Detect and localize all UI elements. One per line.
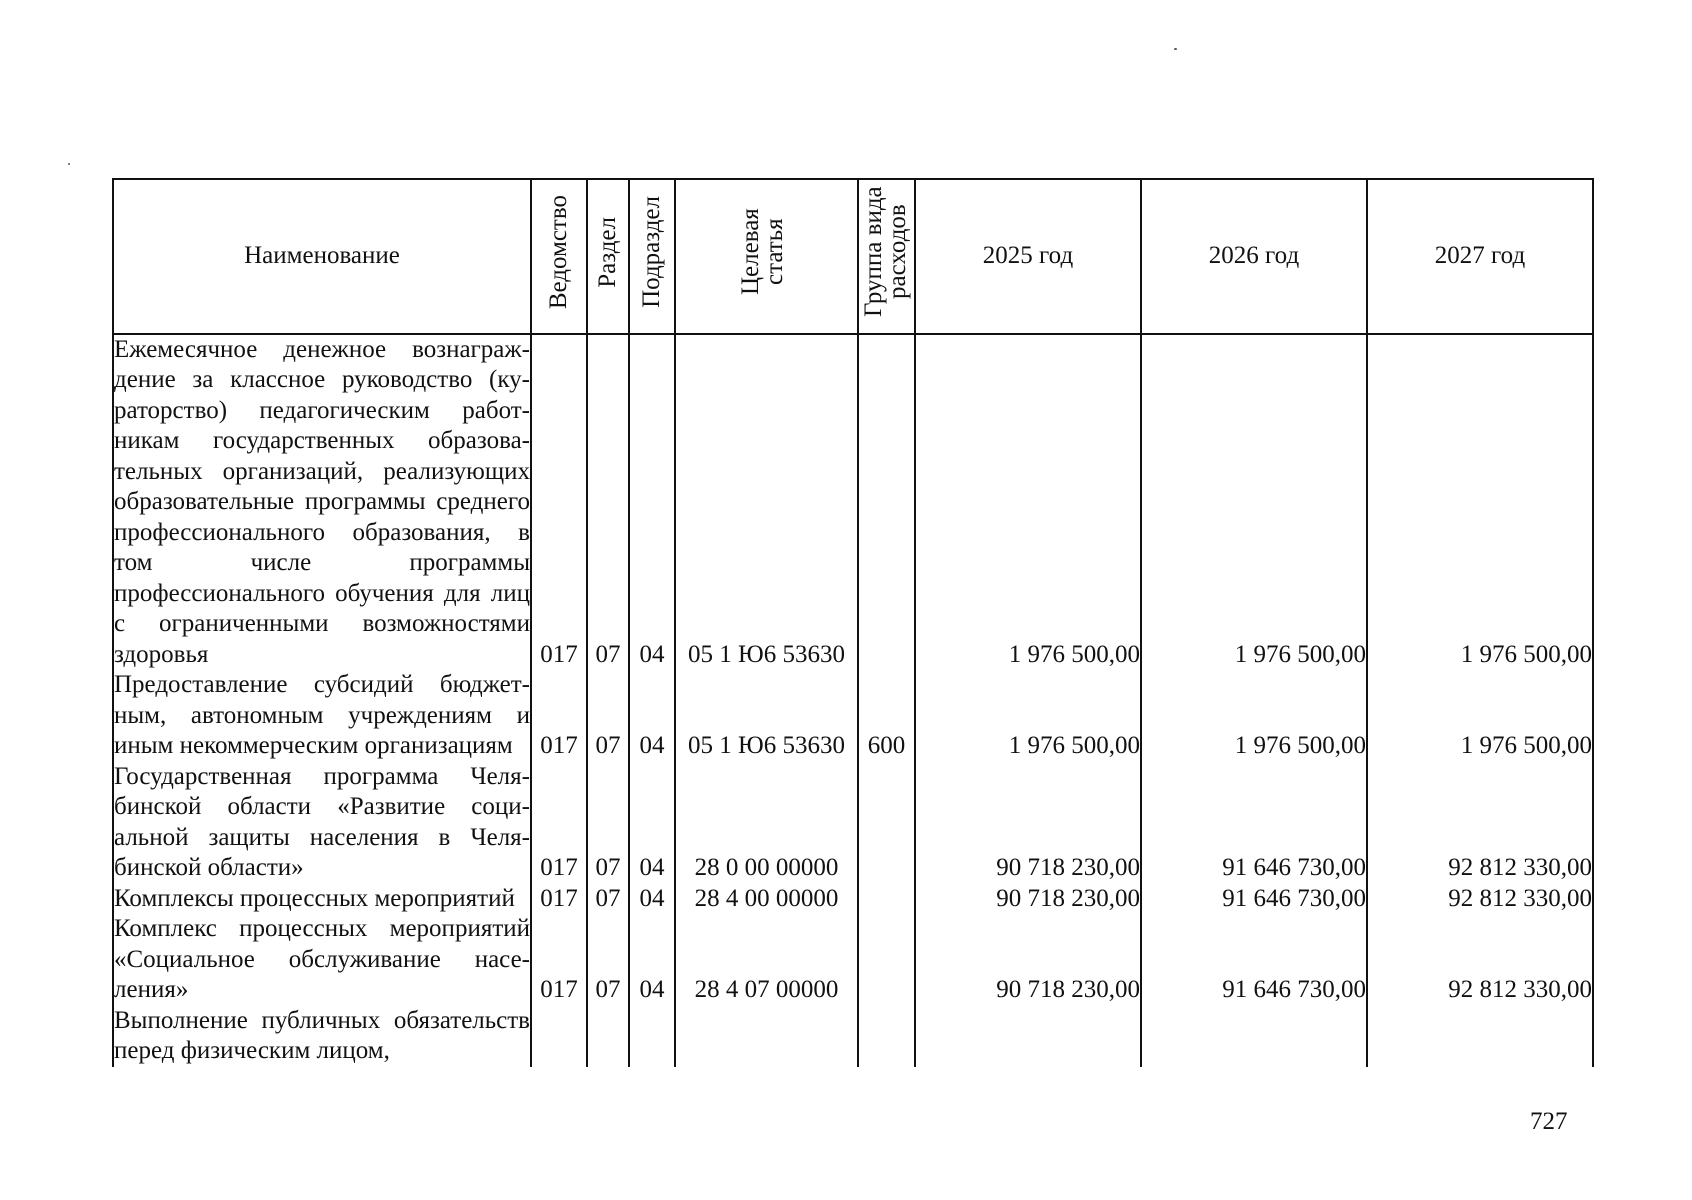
col-header-2025-label: 2025 год [982,242,1074,269]
row-gruppa [858,1006,915,1067]
col-header-podrazdel-label: Подраздел [638,196,665,308]
scan-speck [1174,48,1177,50]
col-header-2026-label: 2026 год [1208,242,1300,269]
row-amount-2026: 91 646 730,00 [1141,884,1367,915]
row-podrazdel: 04 [629,670,675,762]
row-amount-2027: 1 976 500,00 [1367,670,1593,762]
col-header-name-label: Наименование [244,242,400,269]
row-gruppa [858,762,915,884]
row-vedomstvo: 017 [531,762,587,884]
row-amount-2025 [915,1006,1141,1067]
col-header-podrazdel [629,179,675,334]
row-podrazdel: 04 [629,884,675,915]
table-row [113,334,1593,671]
scan-speck [68,163,70,165]
table-row [113,670,1593,762]
row-amount-2025: 90 718 230,00 [915,884,1141,915]
col-header-2027-label: 2027 год [1434,242,1526,269]
row-razdel: 07 [587,670,629,762]
row-name: Комплексы процессных мероприятий [113,884,531,915]
row-gruppa [858,334,915,671]
table-row [113,1006,1593,1067]
row-razdel: 07 [587,334,629,671]
row-vedomstvo [531,1006,587,1067]
table-row [113,884,1593,915]
col-header-vedomstvo [531,179,587,334]
row-name: Выполнение публичных обязательств перед физическим лицом, [113,1006,531,1067]
row-amount-2027 [1367,1006,1593,1067]
col-header-2027 [1367,179,1593,334]
row-gruppa [858,914,915,1006]
col-header-celevaya-label: Целевая статья [736,208,788,296]
row-name: Государственная программа Челябинской области «Развитие социальной защиты населения в Челябинской области» [113,762,531,884]
row-amount-2027: 92 812 330,00 [1367,914,1593,1006]
row-celevaya: 28 4 07 00000 [675,914,858,1006]
row-celevaya: 28 0 00 00000 [675,762,858,884]
row-name: Предоставление субсидий бюджетным, автономным учреждениям и иным некоммерческим организациям [113,670,531,762]
row-razdel: 07 [587,762,629,884]
row-amount-2027: 92 812 330,00 [1367,884,1593,915]
row-amount-2025: 1 976 500,00 [915,670,1141,762]
row-amount-2026: 1 976 500,00 [1141,670,1367,762]
row-name: Ежемесячное денежное вознаграждение за классное руководство (кураторство) педагогическим работникам государственных образовательных организаций, реализующих образовательные программы среднего профессионального образования, в том числе программы профессионального обучения для лиц с ограниченными возможностями здоровья [113,334,531,671]
row-podrazdel: 04 [629,762,675,884]
row-celevaya [675,1006,858,1067]
row-gruppa [858,884,915,915]
row-name: Комплекс процессных мероприятий «Социальное обслуживание населения» [113,914,531,1006]
col-header-2026 [1141,179,1367,334]
budget-table [112,178,1594,1067]
table-row [113,762,1593,884]
table-row [113,914,1593,1006]
row-vedomstvo: 017 [531,884,587,915]
col-header-vedomstvo-label: Ведомство [545,194,572,310]
header-row [113,179,1593,334]
row-podrazdel: 04 [629,914,675,1006]
row-razdel: 07 [587,914,629,1006]
col-header-celevaya [675,179,858,334]
col-header-razdel-label: Раздел [594,216,621,288]
row-amount-2025: 90 718 230,00 [915,762,1141,884]
row-amount-2026 [1141,1006,1367,1067]
row-razdel [587,1006,629,1067]
row-amount-2027: 92 812 330,00 [1367,762,1593,884]
row-podrazdel [629,1006,675,1067]
col-header-gruppa [858,179,915,334]
row-razdel: 07 [587,884,629,915]
row-celevaya: 05 1 Ю6 53630 [675,334,858,671]
row-amount-2025: 90 718 230,00 [915,914,1141,1006]
row-amount-2025: 1 976 500,00 [915,334,1141,671]
row-podrazdel: 04 [629,334,675,671]
row-amount-2026: 91 646 730,00 [1141,762,1367,884]
row-amount-2026: 91 646 730,00 [1141,914,1367,1006]
col-header-2025 [915,179,1141,334]
row-celevaya: 28 4 00 00000 [675,884,858,915]
row-vedomstvo: 017 [531,334,587,671]
row-gruppa: 600 [858,670,915,762]
row-vedomstvo: 017 [531,670,587,762]
row-amount-2026: 1 976 500,00 [1141,334,1367,671]
page-number: 727 [1530,1108,1568,1135]
row-celevaya: 05 1 Ю6 53630 [675,670,858,762]
col-header-gruppa-label: Группа вида расходов [859,186,911,318]
col-header-razdel [587,179,629,334]
col-header-name [113,179,531,334]
row-vedomstvo: 017 [531,914,587,1006]
row-amount-2027: 1 976 500,00 [1367,334,1593,671]
